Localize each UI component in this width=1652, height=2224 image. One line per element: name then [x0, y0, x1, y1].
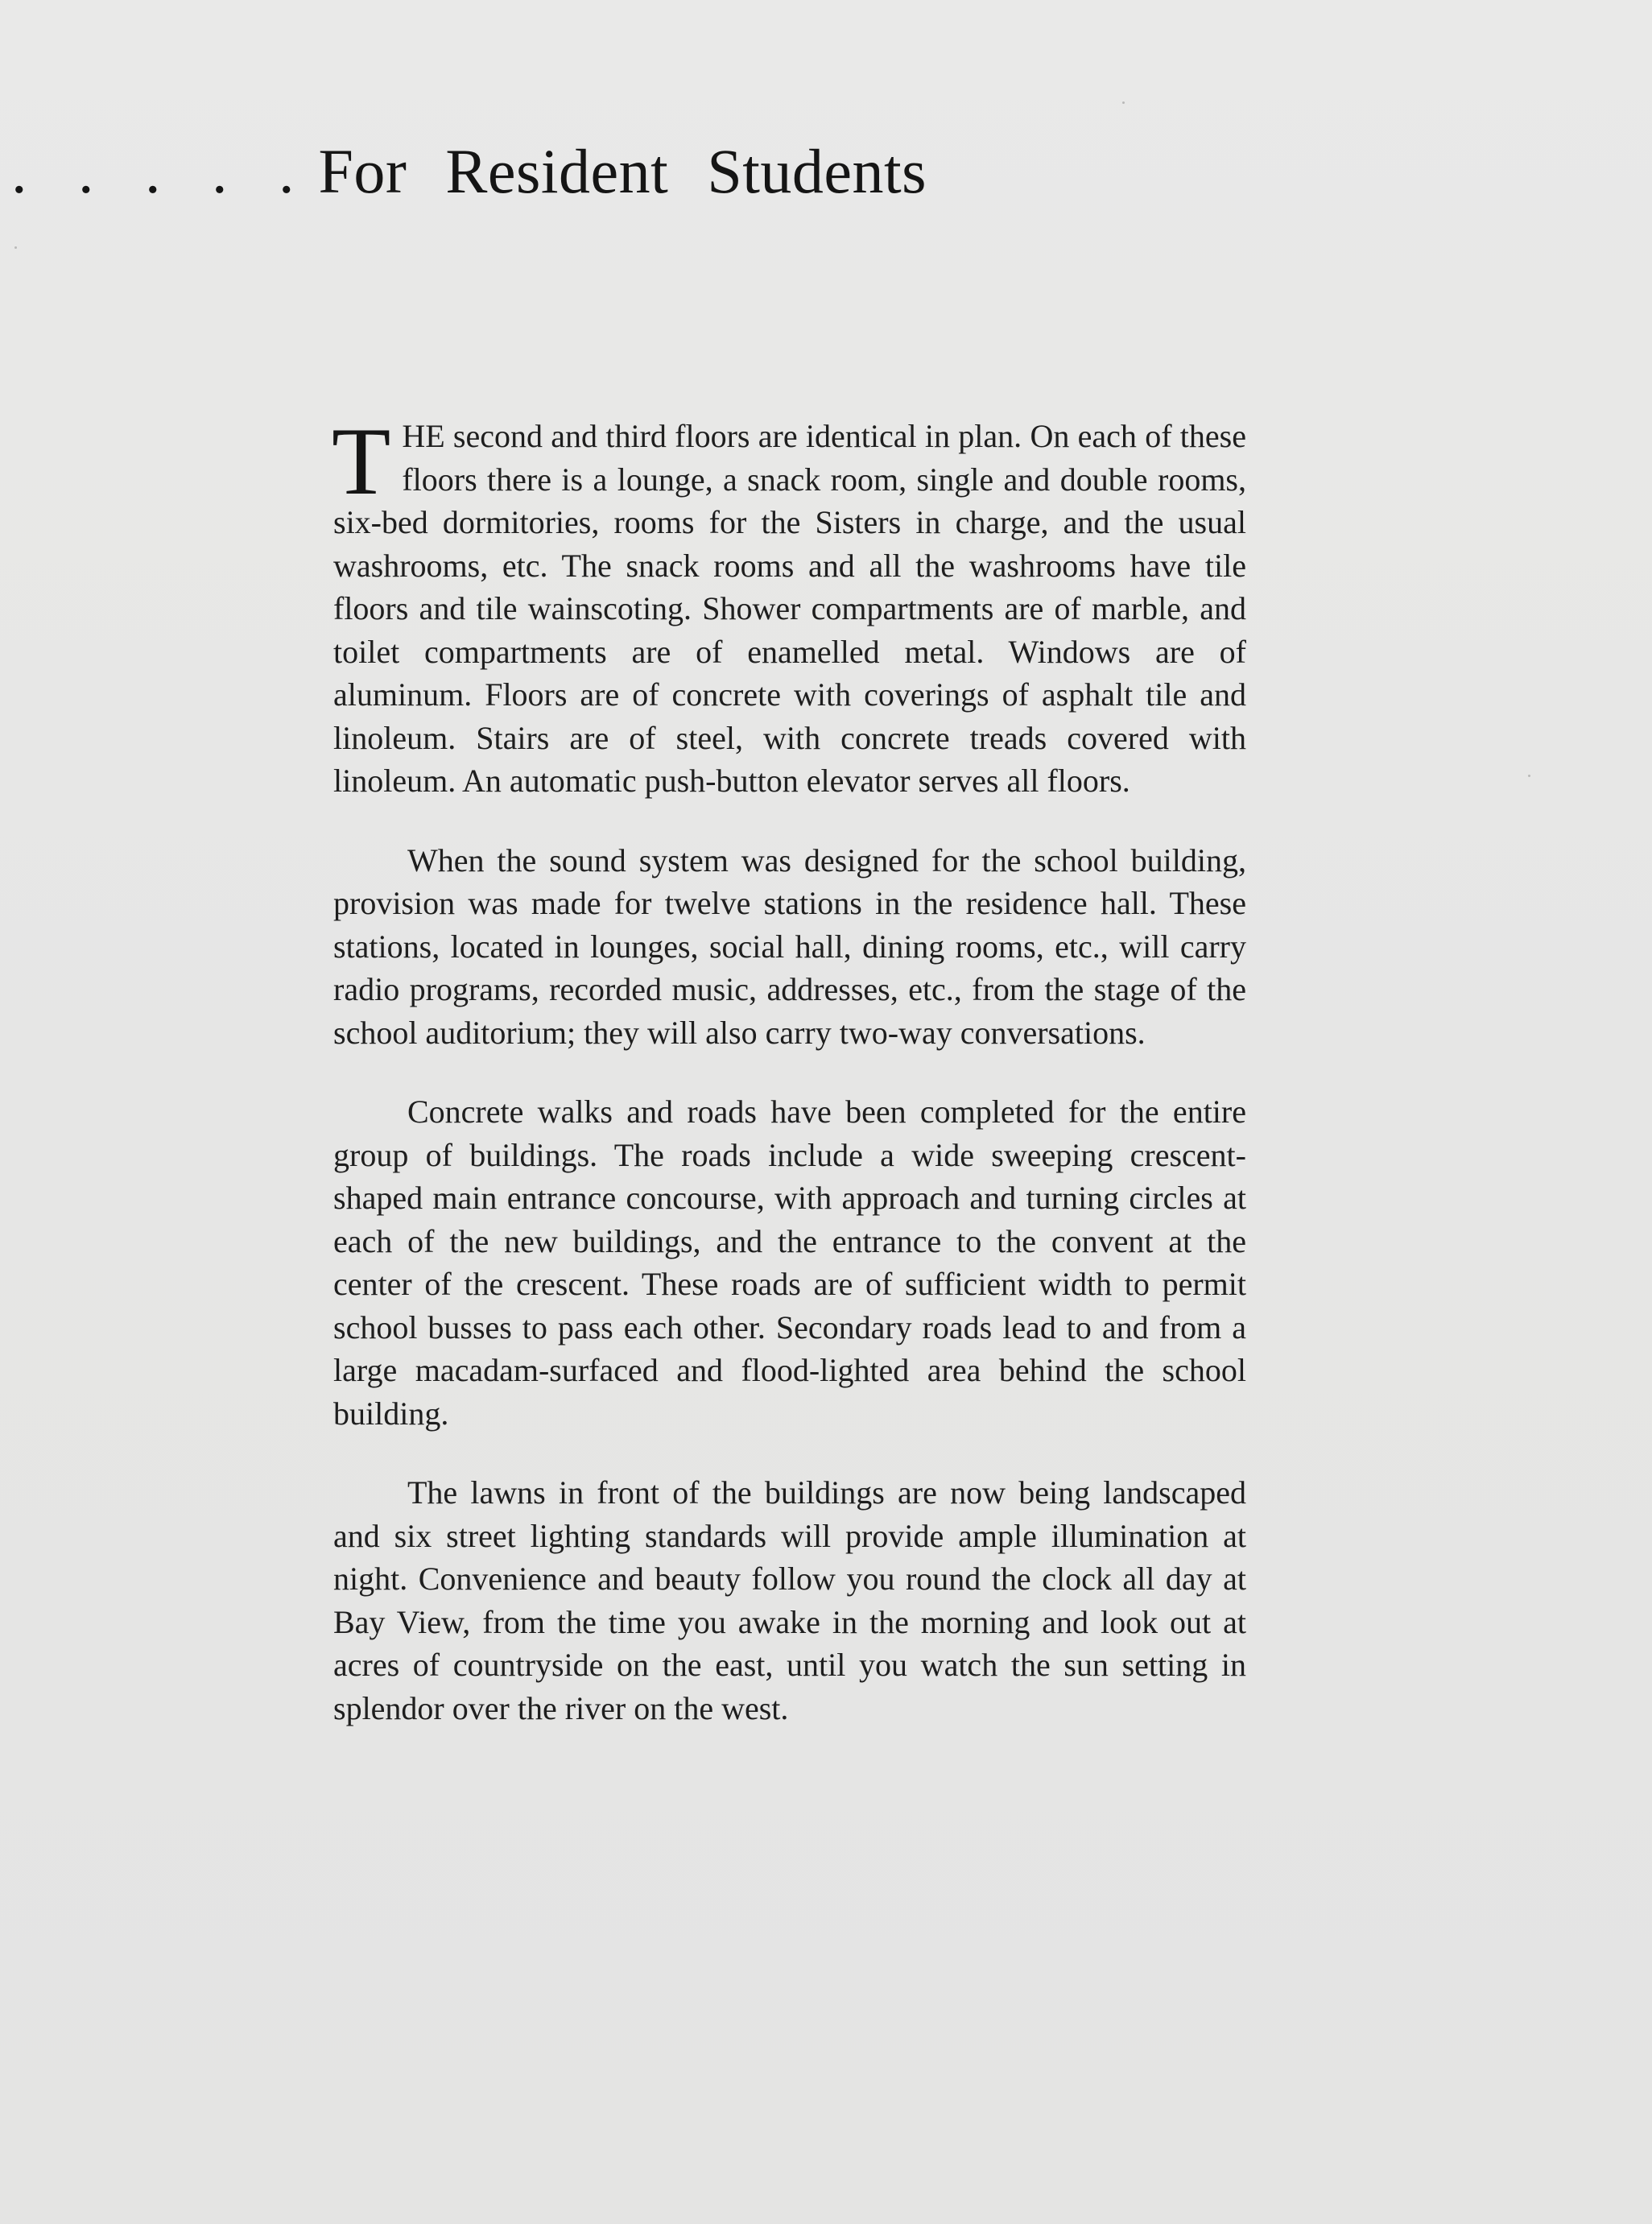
title-leader-dots: . . . . .	[11, 136, 312, 206]
paper-speck	[14, 246, 17, 249]
paragraph-4: The lawns in front of the buildings are now being landscaped and six street lighting standards will provide ample illumination at night. Convenience and beauty follow you round the clock all day at Bay View, from the time you awake in the morning and look out at acres of countryside on the east, until you watch the sun setting in splendor over the river on the west.	[333, 1474, 1246, 1726]
paper-speck	[1122, 101, 1125, 104]
paragraph-1-text: HE second and third floors are identical in plan. On each of these floors there is a lounge, a snack room, single and double rooms, six-bed dormitories, rooms for the Sisters in charge, and the usual washrooms, etc. The snack rooms and all the washrooms have tile floors and tile wainscoting. Shower compartments are of marble, and toilet compartments are of enamelled metal. Windows are of aluminum. Floors are of concrete with coverings of asphalt tile and linoleum. Stairs are of steel, with concrete treads covered with linoleum. An automatic push-button elevator serves all floors.	[333, 418, 1246, 799]
article-body	[332, 407, 1246, 1766]
title-text: For Resident Students	[318, 136, 927, 206]
paragraph-2: When the sound system was designed for the school building, provision was made for twelve stations in the residence hall. These stations, located in lounges, social hall, dining rooms, etc., will carry radio programs, recorded music, addresses, etc., from the stage of the school auditorium; they will also carry two-way conversations.	[333, 841, 1246, 1051]
paper-speck	[1528, 775, 1530, 777]
paragraph-1	[332, 407, 1246, 803]
page-title	[11, 135, 927, 208]
drop-cap: T	[332, 407, 391, 515]
paragraph-3: Concrete walks and roads have been completed for the entire group of buildings. The roads include a wide sweeping crescent-shaped main entrance concourse, with approach and turning circles at each of the new buildings, and the entrance to the convent at the center of the crescent. These roads are of sufficient width to permit school busses to pass each other. Secondary roads lead to and from a large macadam-surfaced and flood-lighted area behind the school building.	[333, 1093, 1246, 1432]
